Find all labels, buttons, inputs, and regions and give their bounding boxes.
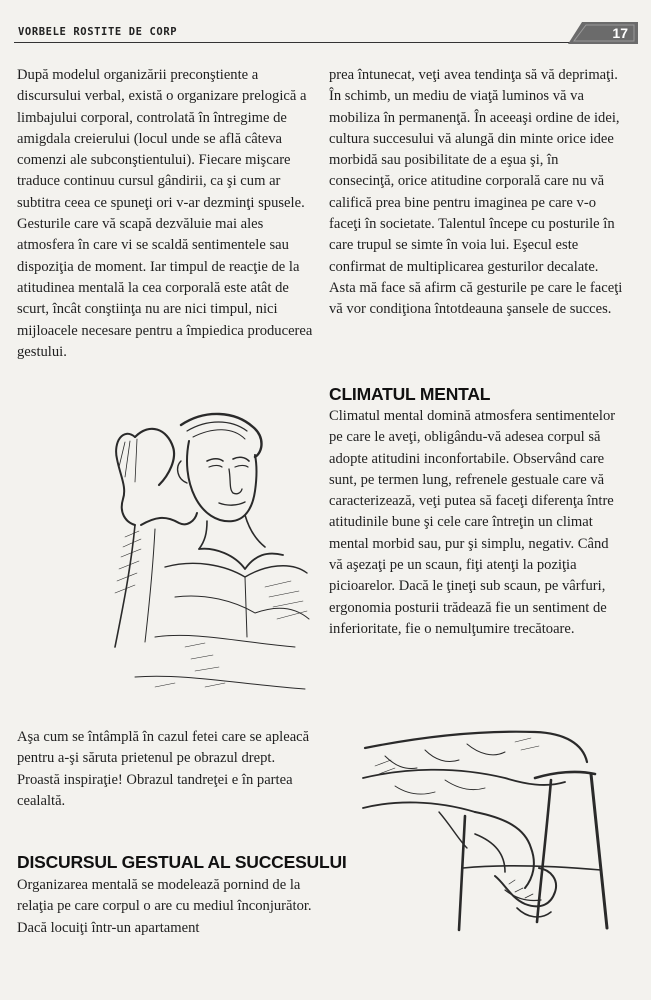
climatul-paragraph: Climatul mental domină atmosfera sentimentelor pe care le aveţi, obligându-vă adesea corpul să adopte atitudini inconfortabile. Observând care sunt, pe termen lung, refrenele gestuale care vă caracterizează, veţi putea să faceţi diferenţa între atitudinile bune şi cele care întreţin un climat mental morbid sau, pur şi simplu, negativ. Când vă aşezaţi pe un scaun, fiţi atenţi la poziţia picioarelor. Dacă le ţineţi sub scaun, pe vârfuri, ergonomia posturii trădează fie un sentiment de inferioritate, fie o nemulţumire trecătoare.	[329, 408, 616, 637]
discursul-section-block	[17, 875, 313, 939]
climatul-section-block	[329, 406, 625, 640]
illustration-caption-block	[17, 727, 313, 812]
right-continuation-block	[329, 65, 625, 321]
legs-under-chair-sketch-icon	[355, 708, 615, 938]
discursul-paragraph: Organizarea mentală se modelează pornind de la relaţia pe care corpul o are cu mediul înconjurător. Dacă locuiţi într-un apartament	[17, 877, 312, 936]
running-head: VORBELE ROSTITE DE CORP	[18, 26, 178, 38]
page-number: 17	[612, 25, 628, 41]
continuation-paragraph: prea întunecat, veţi avea tendinţa să vă deprimaţi. În schimb, un mediu de viaţă luminos vă va mobiliza în permanenţă. În aceeaşi ordine de idei, cultura succesului vă alungă din minte orice idee morbidă sau posibilitate de a eşua şi, în consecinţă, orice atitudine corporală care nu vă califică prea bine pentru imaginea pe care v-o faceţi în societate. Talentul începe cu posturile în care trupul se simte în voia lui. Eşecul este confirmat de multiplicarea gesturilor decalate. Asta mă face să afirm că gesturile pe care le faceţi vă vor condiţiona întotdeauna şansele de succes.	[329, 67, 623, 318]
illustration-caption: Aşa cum se întâmplă în cazul fetei care se apleacă pentru a-şi săruta prietenul pe obrazul drept. Proastă inspiraţie! Obrazul tandreţei e în partea cealaltă.	[17, 729, 310, 809]
couple-sketch-icon	[95, 397, 320, 702]
header-rule	[14, 42, 574, 43]
intro-paragraph: După modelul organizării preconştiente a discursului verbal, există o organizare prelogică a limbajului corporal, controlată în întregime de amigdala creierului (locul unde se află câteva comenzi ale subconştientului). Fiecare mişcare traduce continuu cursul gândirii, ca şi cum ar subtitra ceea ce spuneţi ori v-ar dezminţi spusele. Gesturile care vă scapă dezvăluie mai ales atmosfera în care vi se scaldă sentimentele sau dispoziţia de moment. Iar timpul de reacţie de la atitudinea mentală la cea corporală este atât de scurt, încât conştiinţa nu are nici timpul, nici mijloacele necesare pentru a împiedica producerea gestului.	[17, 67, 313, 360]
left-intro-block	[17, 65, 313, 363]
section-heading-climatul: CLIMATUL MENTAL	[329, 384, 491, 404]
section-heading-discursul: DISCURSUL GESTUAL AL SUCCESULUI	[17, 852, 347, 872]
page-header	[14, 22, 638, 46]
